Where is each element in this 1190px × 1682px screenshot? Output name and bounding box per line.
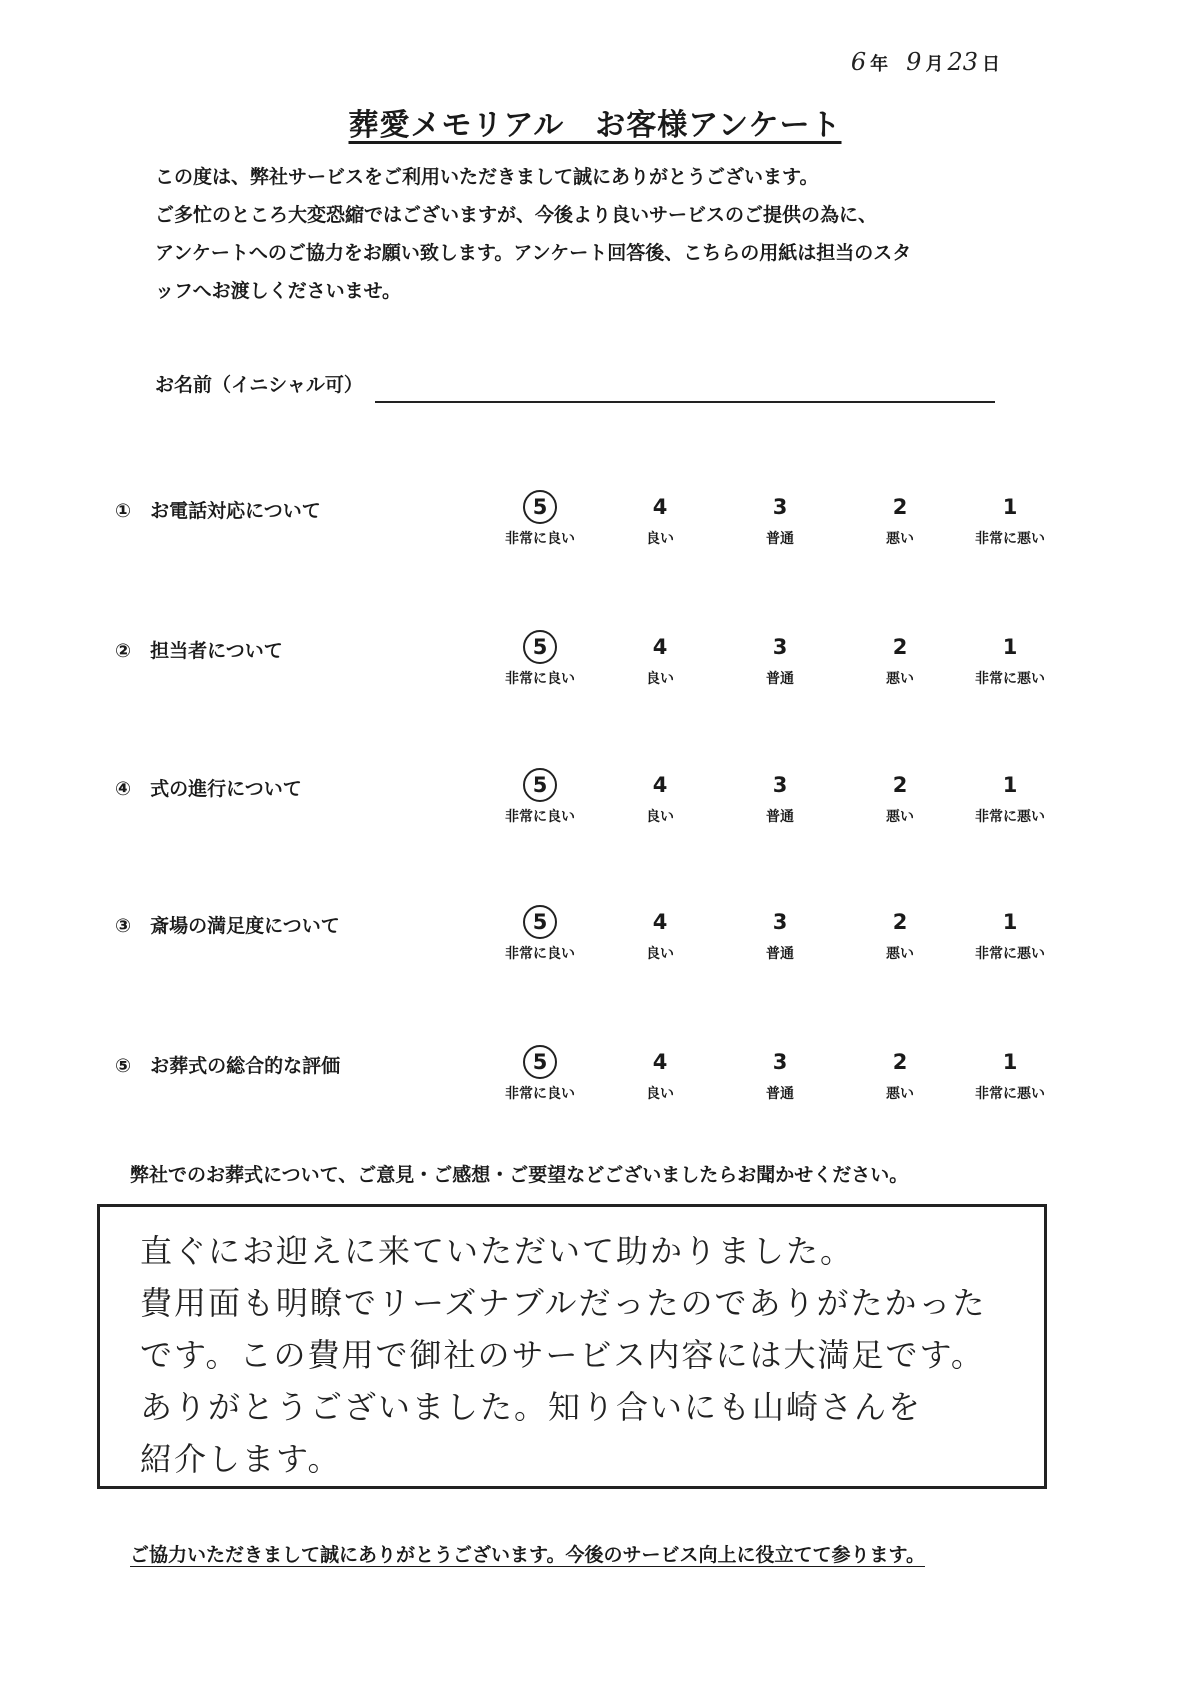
rating-option[interactable] [600, 905, 720, 963]
rating-number-selected: 5 [523, 905, 557, 939]
rating-label: 普通 [766, 671, 794, 687]
rating-number: 3 [772, 635, 788, 659]
rating-label: 悪い [886, 946, 914, 962]
question-label: ③ 斎場の満足度について [115, 915, 340, 937]
rating-number: 1 [1002, 495, 1018, 519]
question-row [115, 630, 1045, 700]
rating-label: 非常に良い [505, 946, 575, 962]
rating-option[interactable] [600, 1045, 720, 1103]
question-label: ④ 式の進行について [115, 778, 302, 800]
question-label: ① お電話対応について [115, 500, 321, 522]
rating-label: 良い [646, 531, 674, 547]
rating-number: 2 [892, 1050, 908, 1074]
rating-label: 非常に良い [505, 1086, 575, 1102]
rating-label: 良い [646, 946, 674, 962]
rating-number: 2 [892, 910, 908, 934]
rating-label: 普通 [766, 809, 794, 825]
rating-option[interactable] [720, 1045, 840, 1103]
date [851, 48, 1000, 76]
rating-option[interactable] [600, 768, 720, 826]
rating-label: 悪い [886, 809, 914, 825]
comment-text [140, 1225, 1024, 1485]
rating-option[interactable] [950, 490, 1070, 548]
rating-label: 良い [646, 809, 674, 825]
rating-label: 良い [646, 671, 674, 687]
rating-number: 1 [1002, 773, 1018, 797]
rating-label: 悪い [886, 1086, 914, 1102]
rating-label: 非常に悪い [975, 531, 1045, 547]
date-month-unit: 月 [925, 54, 944, 75]
intro-text [155, 158, 1035, 310]
rating-option[interactable] [480, 768, 600, 826]
rating-number: 3 [772, 495, 788, 519]
rating-option[interactable] [840, 768, 960, 826]
rating-label: 非常に良い [505, 671, 575, 687]
rating-label: 悪い [886, 531, 914, 547]
rating-option[interactable] [480, 905, 600, 963]
rating-number: 2 [892, 773, 908, 797]
rating-option[interactable] [840, 1045, 960, 1103]
rating-number: 3 [772, 1050, 788, 1074]
date-month: 9 [906, 48, 922, 76]
rating-option[interactable] [480, 630, 600, 688]
name-label: お名前（イニシャル可） [155, 374, 363, 396]
rating-label: 非常に悪い [975, 809, 1045, 825]
rating-label: 非常に良い [505, 809, 575, 825]
intro-line: ご多忙のところ大変恐縮ではございますが、今後より良いサービスのご提供の為に、 [155, 204, 878, 226]
question-row [115, 768, 1045, 838]
rating-option[interactable] [950, 630, 1070, 688]
rating-number: 1 [1002, 1050, 1018, 1074]
rating-label: 非常に悪い [975, 946, 1045, 962]
intro-line: ッフへお渡しくださいませ。 [155, 280, 402, 302]
rating-option[interactable] [950, 905, 1070, 963]
form-title: 葬愛メモリアル お客様アンケート [348, 108, 842, 143]
name-field-row [155, 370, 995, 397]
rating-number-selected: 5 [523, 490, 557, 524]
date-year: 6 [850, 48, 867, 76]
footer-thanks: ご協力いただきまして誠にありがとうございます。今後のサービス向上に役立てて参ります。 [130, 1544, 925, 1566]
rating-label: 非常に良い [505, 531, 575, 547]
rating-option[interactable] [720, 768, 840, 826]
rating-option[interactable] [600, 630, 720, 688]
comment-line: ありがとうございました。知り合いにも山崎さんを [140, 1388, 923, 1426]
rating-number: 1 [1002, 635, 1018, 659]
intro-line: アンケートへのご協力をお願い致します。アンケート回答後、こちらの用紙は担当のスタ [155, 242, 912, 264]
rating-label: 普通 [766, 946, 794, 962]
comment-label: 弊社でのお葬式について、ご意見・ご感想・ご要望などございましたらお聞かせください。 [130, 1164, 909, 1186]
rating-label: 普通 [766, 531, 794, 547]
name-field[interactable] [375, 401, 995, 403]
rating-option[interactable] [720, 905, 840, 963]
rating-number: 3 [772, 773, 788, 797]
rating-option[interactable] [720, 630, 840, 688]
rating-label: 良い [646, 1086, 674, 1102]
rating-label: 普通 [766, 1086, 794, 1102]
rating-number: 4 [652, 1050, 668, 1074]
rating-option[interactable] [480, 490, 600, 548]
rating-option[interactable] [840, 490, 960, 548]
rating-option[interactable] [950, 768, 1070, 826]
rating-option[interactable] [480, 1045, 600, 1103]
rating-number: 3 [772, 910, 788, 934]
comment-line: 紹介します。 [140, 1440, 342, 1478]
rating-number-selected: 5 [523, 630, 557, 664]
rating-number-selected: 5 [523, 768, 557, 802]
rating-option[interactable] [840, 630, 960, 688]
date-year-unit: 年 [870, 54, 889, 75]
rating-number-selected: 5 [523, 1045, 557, 1079]
rating-number: 1 [1002, 910, 1018, 934]
question-row [115, 490, 1045, 560]
question-label: ⑤ お葬式の総合的な評価 [115, 1055, 341, 1077]
rating-option[interactable] [950, 1045, 1070, 1103]
comment-line: です。この費用で御社のサービス内容には大満足です。 [140, 1336, 985, 1374]
rating-option[interactable] [720, 490, 840, 548]
question-row [115, 905, 1045, 975]
date-day: 23 [947, 48, 978, 76]
rating-number: 2 [892, 495, 908, 519]
intro-line: この度は、弊社サービスをご利用いただきまして誠にありがとうございます。 [155, 166, 819, 188]
rating-number: 4 [652, 910, 668, 934]
rating-label: 非常に悪い [975, 671, 1045, 687]
rating-number: 4 [652, 773, 668, 797]
question-row [115, 1045, 1045, 1115]
comment-box[interactable] [97, 1204, 1047, 1489]
rating-label: 非常に悪い [975, 1086, 1045, 1102]
rating-number: 4 [652, 495, 668, 519]
rating-label: 悪い [886, 671, 914, 687]
question-label: ② 担当者について [115, 640, 283, 662]
rating-number: 4 [652, 635, 668, 659]
date-day-unit: 日 [982, 54, 1000, 75]
comment-line: 直ぐにお迎えに来ていただいて助かりました。 [140, 1232, 855, 1270]
comment-line: 費用面も明瞭でリーズナブルだったのでありがたかった [140, 1284, 987, 1322]
rating-number: 2 [892, 635, 908, 659]
rating-option[interactable] [600, 490, 720, 548]
rating-option[interactable] [840, 905, 960, 963]
